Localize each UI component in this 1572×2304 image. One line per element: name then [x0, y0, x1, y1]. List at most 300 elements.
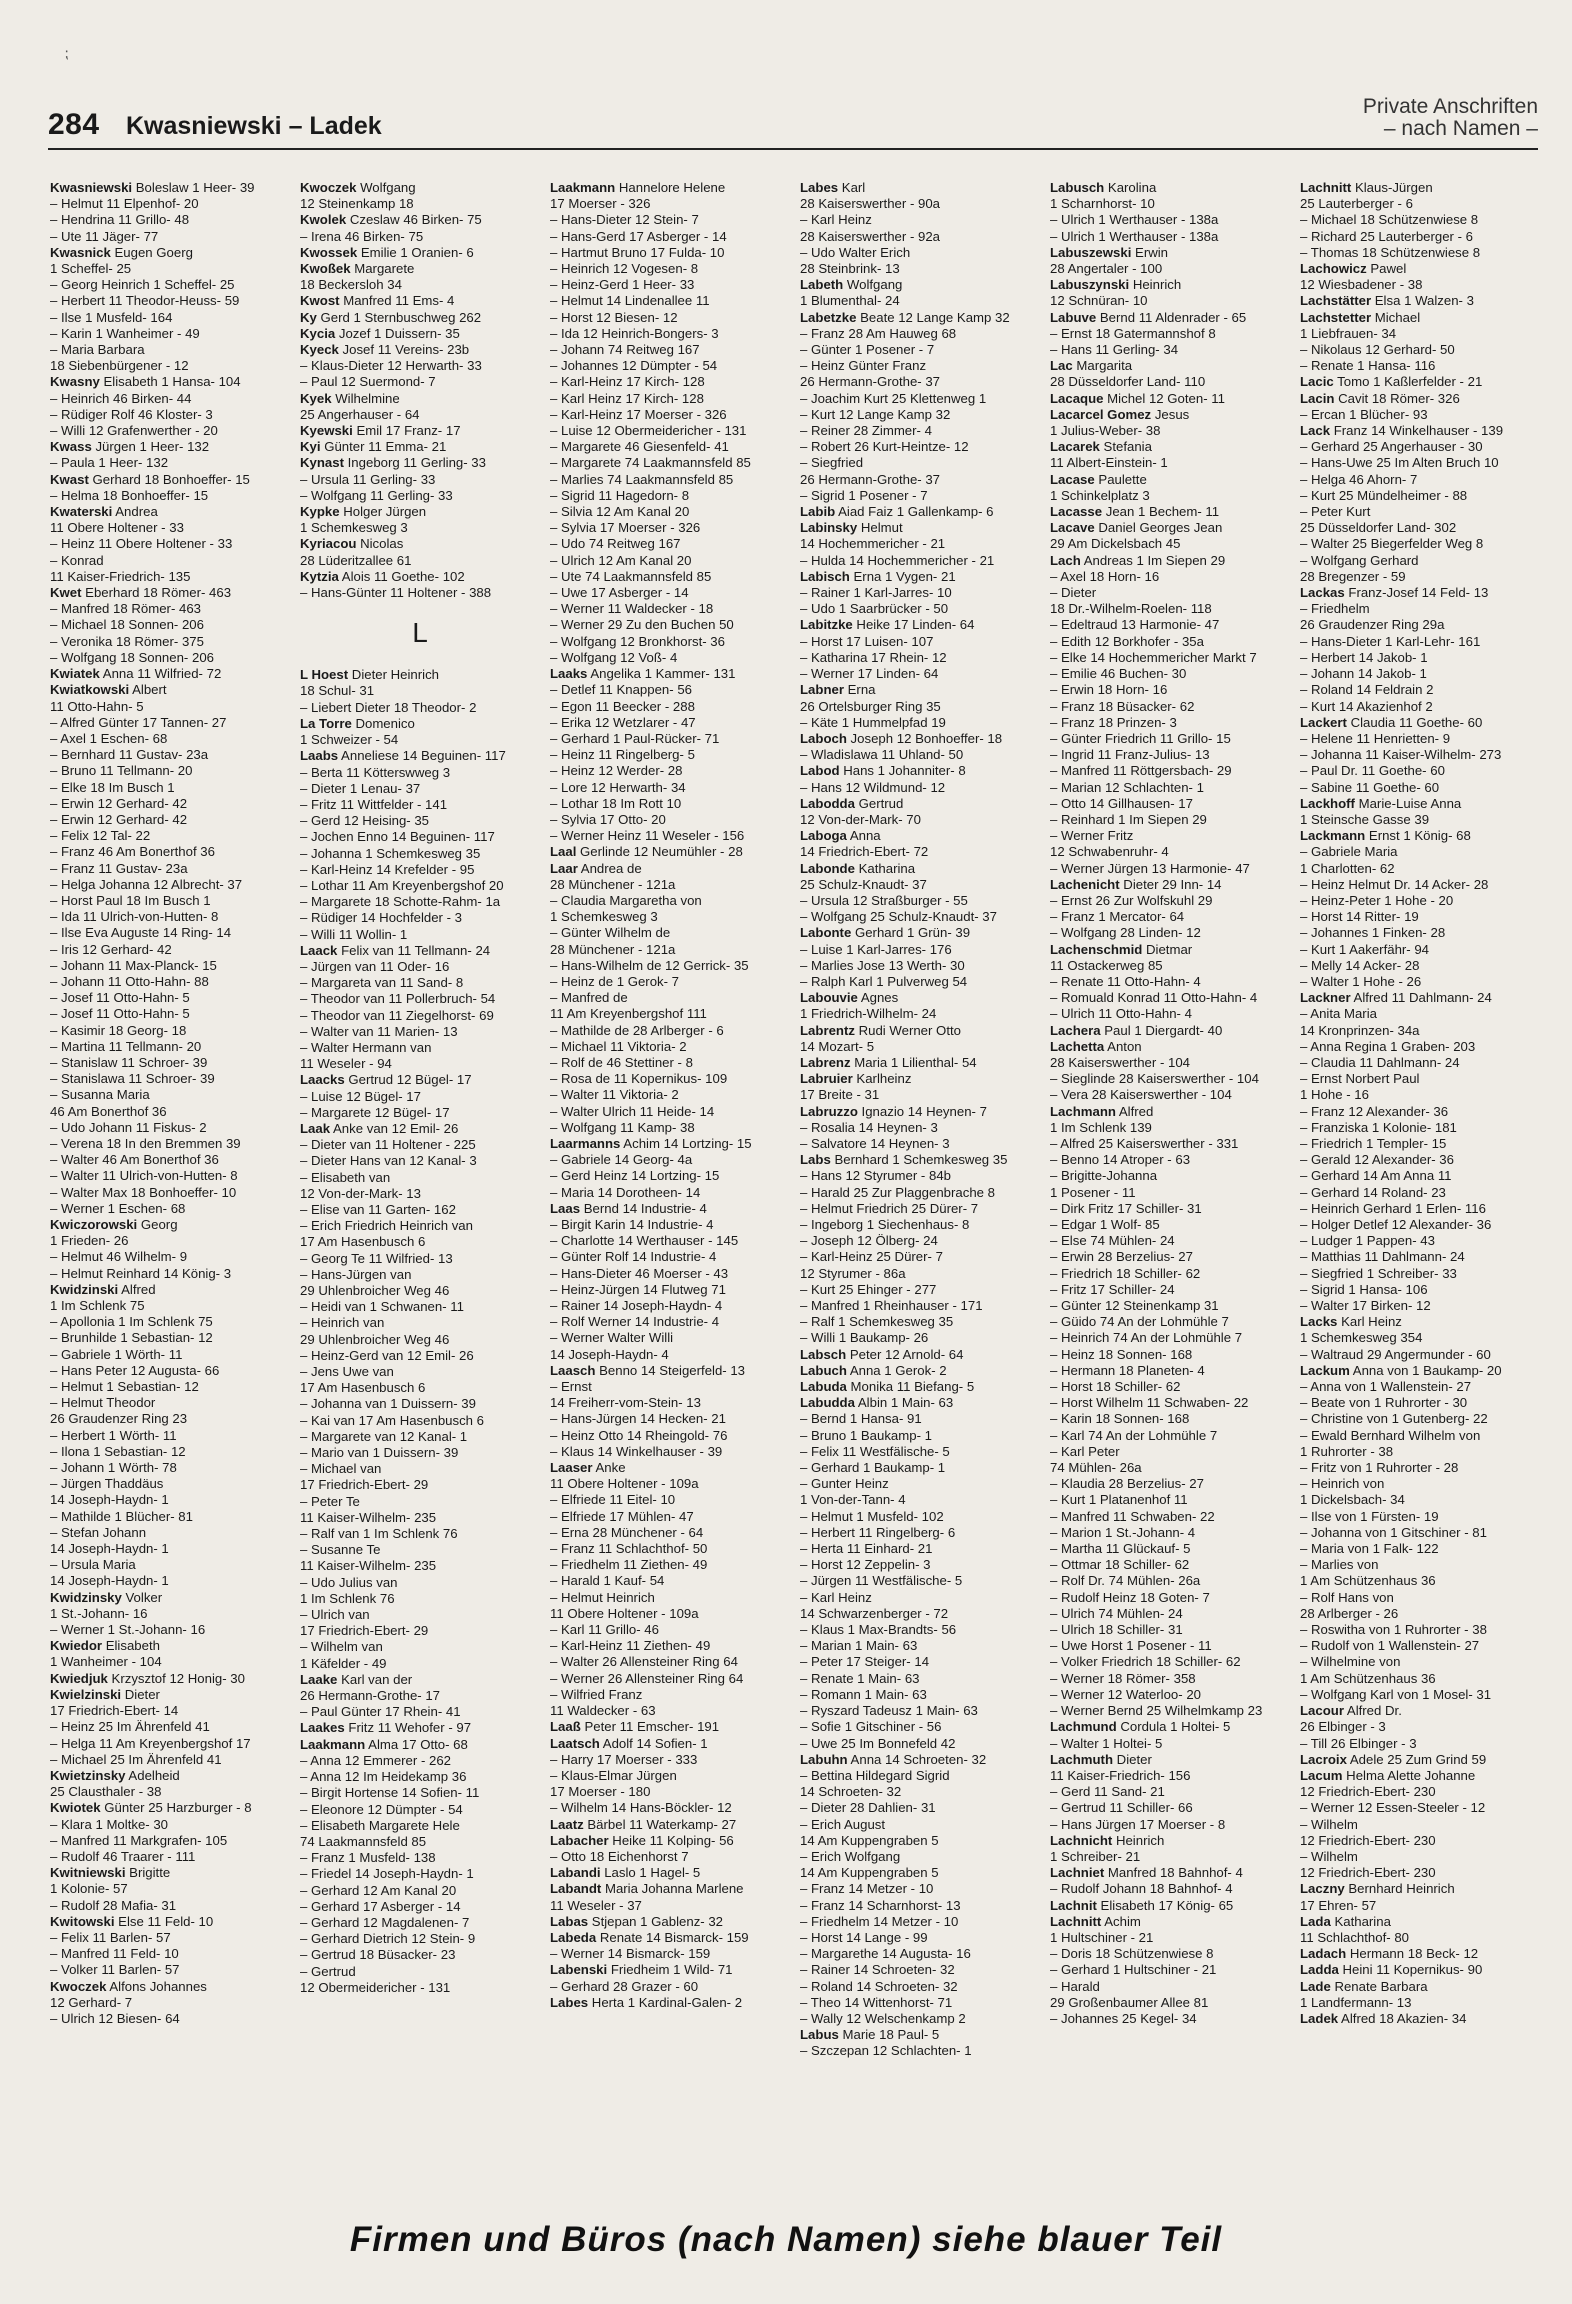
- directory-entry: – Gertrud 11 Schiller- 66: [1050, 1800, 1193, 1816]
- entry-surname: Kwasniewski: [50, 180, 133, 195]
- directory-entry: Kwast Gerhard 18 Bonhoeffer- 15: [50, 471, 250, 487]
- entry-surname: Kwiczorowski: [50, 1217, 138, 1232]
- directory-entry: – Fritz 17 Schiller- 24: [1050, 1281, 1175, 1297]
- directory-entry: – Werner 29 Zu den Buchen 50: [550, 617, 734, 633]
- directory-entry: – Johann 11 Otto-Hahn- 88: [50, 973, 209, 989]
- directory-entry: Labitzke Heike 17 Linden- 64: [800, 617, 975, 633]
- directory-entry: – Güido 74 An der Lohmühle 7: [1050, 1314, 1229, 1330]
- directory-entry: – Horst 12 Biesen- 12: [550, 309, 678, 325]
- directory-entry: – Gerd Heinz 14 Lortzing- 15: [550, 1168, 720, 1184]
- entry-surname: Laas: [550, 1200, 581, 1216]
- directory-entry: – Sylvia 17 Moerser - 326: [550, 520, 701, 536]
- directory-entry: 11 Weseler - 37: [550, 1897, 642, 1913]
- entry-surname: Lackas: [1300, 585, 1345, 601]
- directory-entry: Kwossek Emilie 1 Oranien- 6: [300, 244, 474, 260]
- directory-entry: Ladda Heini 11 Kopernikus- 90: [1300, 1962, 1483, 1978]
- directory-entry: – Margareta van 11 Sand- 8: [300, 975, 464, 991]
- directory-entry: – Theo 14 Wittenhorst- 71: [800, 1994, 953, 2010]
- directory-entry: 12 Steinenkamp 18: [300, 196, 414, 212]
- directory-entry: – Erwin 12 Gerhard- 42: [50, 811, 188, 827]
- entry-surname: Kwasnick: [50, 244, 111, 260]
- directory-entry: 1 Am Schützenhaus 36: [1300, 1573, 1436, 1589]
- entry-surname: Lacase: [1050, 471, 1095, 487]
- directory-entry: – Hans-Uwe 25 Im Alten Bruch 10: [1300, 455, 1499, 471]
- directory-entry: – Sigrid 11 Hagedorn- 8: [550, 487, 690, 503]
- directory-entry: Kwoßek Margarete: [300, 261, 415, 277]
- directory-entry: – Peter Kurt: [1300, 504, 1371, 520]
- directory-entry: Lachstetter Michael: [1300, 309, 1421, 325]
- directory-entry: Lachenicht Dieter 29 Inn- 14: [1050, 876, 1222, 892]
- directory-entry: – Renate 1 Hansa- 116: [1300, 358, 1436, 374]
- directory-entry: – Karl-Heinz 17 Moerser - 326: [550, 406, 727, 422]
- directory-entry: – Udo 1 Saarbrücker - 50: [800, 601, 949, 617]
- directory-entry: – Harald: [1050, 1978, 1100, 1994]
- directory-entry: Kyi Günter 11 Emma- 21: [300, 439, 447, 455]
- directory-entry: – Willi 12 Grafenwerther - 20: [50, 423, 218, 439]
- directory-entry: – Gerald 12 Alexander- 36: [1300, 1152, 1454, 1168]
- directory-entry: 11 Ostackerweg 85: [1050, 957, 1163, 973]
- entry-surname: Labes: [800, 180, 839, 195]
- directory-entry: – Birgit Hortense 14 Sofien- 11: [300, 1785, 480, 1801]
- entry-surname: Kwass: [50, 439, 92, 455]
- entry-surname: Lackert: [1300, 714, 1347, 730]
- directory-entry: 17 Ehren- 57: [1300, 1897, 1377, 1913]
- entry-surname: Kwitniewski: [50, 1865, 126, 1881]
- directory-entry: – Doris 18 Schützenwiese 8: [1050, 1946, 1214, 1962]
- directory-entry: – Lore 12 Herwarth- 34: [550, 779, 686, 795]
- directory-entry: – Luise 12 Obermeidericher - 131: [550, 423, 747, 439]
- directory-entry: Lack Franz 14 Winkelhauser - 139: [1300, 423, 1504, 439]
- directory-entry: Lachowicz Pawel: [1300, 261, 1407, 277]
- directory-entry: – Werner Walter Willi: [550, 1330, 674, 1346]
- directory-entry: 12 Friedrich-Ebert- 230: [1300, 1865, 1436, 1881]
- directory-entry: Kwasnick Eugen Goerg: [50, 244, 193, 260]
- entry-surname: Labuszewski: [1050, 244, 1132, 260]
- directory-entry: Laakes Fritz 11 Wehofer - 97: [300, 1720, 472, 1736]
- entry-surname: Lackmann: [1300, 828, 1366, 844]
- directory-entry: – Anita Maria: [1300, 1006, 1377, 1022]
- directory-entry: 28 Düsseldorfer Land- 110: [1050, 374, 1206, 390]
- directory-entry: – Anna 12 Emmerer - 262: [300, 1752, 452, 1768]
- directory-entry: 28 Bregenzer - 59: [1300, 568, 1406, 584]
- directory-entry: – Stanislawa 11 Schroer- 39: [50, 1071, 215, 1087]
- directory-entry: Lackmann Ernst 1 König- 68: [1300, 828, 1471, 844]
- directory-entry: Labuhn Anna 14 Schroeten- 32: [800, 1751, 987, 1767]
- directory-entry: 26 Graudenzer Ring 29a: [1300, 617, 1445, 633]
- entry-surname: Laboga: [800, 828, 847, 844]
- directory-entry: – Willi 1 Baukamp- 26: [800, 1330, 929, 1346]
- directory-entry: – Werner Jürgen 13 Harmonie- 47: [1050, 860, 1250, 876]
- directory-entry: – Paul Dr. 11 Goethe- 60: [1300, 763, 1445, 779]
- directory-entry: – Rolf de 46 Stettiner - 8: [550, 1054, 693, 1070]
- directory-entry: – Sabine 11 Goethe- 60: [1300, 779, 1440, 795]
- directory-entry: 18 Siebenbürgener - 12: [50, 358, 189, 374]
- directory-entry: 11 Obere Holtener - 109a: [550, 1605, 699, 1621]
- directory-entry: – Hans-Günter 11 Holtener - 388: [300, 585, 492, 601]
- directory-entry: Laarmanns Achim 14 Lortzing- 15: [550, 1135, 752, 1151]
- directory-entry: – Udo Walter Erich: [800, 244, 911, 260]
- directory-entry: Kwidzinski Alfred: [50, 1281, 156, 1297]
- directory-entry: – Friedhelm: [1300, 601, 1370, 617]
- directory-entry: – Uwe Horst 1 Posener - 11: [1050, 1638, 1212, 1654]
- directory-entry: Lachnicht Heinrich: [1050, 1832, 1165, 1848]
- directory-entry: – Maria 14 Dorotheen- 14: [550, 1184, 701, 1200]
- directory-column-1: [50, 180, 290, 2210]
- directory-entry: – Volker 11 Barlen- 57: [50, 1962, 180, 1978]
- directory-entry: – Gerhard Dietrich 12 Stein- 9: [300, 1931, 476, 1947]
- directory-entry: 11 Obere Holtener - 109a: [550, 1476, 699, 1492]
- directory-entry: – Karl-Heinz 14 Krefelder - 95: [300, 861, 475, 877]
- directory-entry: – Franz 18 Büsacker- 62: [1050, 698, 1195, 714]
- directory-entry: – Hans 12 Styrumer - 84b: [800, 1168, 951, 1184]
- directory-entry: – Dieter Hans van 12 Kanal- 3: [300, 1153, 477, 1169]
- directory-entry: – Axel 18 Horn- 16: [1050, 568, 1160, 584]
- directory-entry: 26 Hermann-Grothe- 37: [800, 471, 941, 487]
- directory-entry: – Michael 11 Viktoria- 2: [550, 1038, 687, 1054]
- directory-entry: – Ottmar 18 Schiller- 62: [1050, 1557, 1190, 1573]
- entry-surname: Labuch: [800, 1362, 847, 1378]
- directory-entry: – Karl 11 Grillo- 46: [550, 1622, 659, 1638]
- directory-entry: – Walter Ulrich 11 Heide- 14: [550, 1103, 715, 1119]
- directory-entry: – Werner 1 Eschen- 68: [50, 1200, 186, 1216]
- directory-entry: Laasch Benno 14 Steigerfeld- 13: [550, 1362, 746, 1378]
- directory-entry: – Sylvia 17 Otto- 20: [550, 811, 666, 827]
- directory-entry: – Berta 11 Kötterswweg 3: [300, 764, 451, 780]
- entry-surname: L Hoest: [300, 667, 349, 683]
- directory-entry: – Uwe 17 Asberger - 14: [550, 585, 689, 601]
- entry-surname: Kypke: [300, 504, 340, 520]
- directory-entry: – Georg Te 11 Wilfried- 13: [300, 1250, 453, 1266]
- directory-entry: 12 Friedrich-Ebert- 230: [1300, 1832, 1436, 1848]
- directory-entry: – Helmut Reinhard 14 König- 3: [50, 1265, 232, 1281]
- directory-entry: 1 Im Schlenk 139: [1050, 1119, 1152, 1135]
- directory-entry: – Harald 1 Kauf- 54: [550, 1573, 665, 1589]
- directory-entry: Kwiatkowski Albert: [50, 682, 167, 698]
- entry-surname: Lachmund: [1050, 1719, 1117, 1735]
- directory-entry: – Nikolaus 12 Gerhard- 50: [1300, 342, 1455, 358]
- directory-entry: – Thomas 18 Schützenwiese 8: [1300, 244, 1481, 260]
- directory-entry: 14 Hochemmericher - 21: [800, 536, 946, 552]
- entry-surname: Laack: [300, 942, 338, 958]
- directory-entry: – Helmut Friedrich 25 Dürer- 7: [800, 1200, 979, 1216]
- directory-entry: – Friedel 14 Joseph-Haydn- 1: [300, 1866, 474, 1882]
- directory-entry: – Susanne Te: [300, 1542, 381, 1558]
- entry-surname: Laal: [550, 844, 577, 860]
- directory-entry: – Dieter: [1050, 585, 1097, 601]
- directory-entry: – Benno 14 Atroper - 63: [1050, 1152, 1191, 1168]
- directory-entry: Laakmann Alma 17 Otto- 68: [300, 1736, 468, 1752]
- directory-entry: – Franz 1 Mercator- 64: [1050, 909, 1185, 925]
- entry-surname: Labodda: [800, 795, 855, 811]
- directory-entry: – Franz 14 Scharnhorst- 13: [800, 1897, 961, 1913]
- directory-entry: – Ryszard Tadeusz 1 Main- 63: [800, 1703, 978, 1719]
- directory-entry: – Manfred de: [550, 990, 628, 1006]
- entry-surname: Labes: [550, 1994, 589, 2010]
- directory-entry: – Kurt 25 Ehinger - 277: [800, 1281, 937, 1297]
- entry-surname: Labib: [800, 504, 836, 520]
- directory-entry: Laaser Anke: [550, 1460, 626, 1476]
- directory-entry: – Ulrich 1 Werthauser - 138a: [1050, 212, 1219, 228]
- entry-surname: Kwolek: [300, 212, 347, 228]
- directory-entry: – Karl-Heinz 25 Dürer- 7: [800, 1249, 943, 1265]
- directory-entry: – Ernst 18 Gatermannshof 8: [1050, 325, 1216, 341]
- directory-entry: – Joseph 12 Ölberg- 24: [800, 1233, 938, 1249]
- directory-entry: Laboga Anna: [800, 828, 881, 844]
- directory-entry: – Theodor van 11 Ziegelhorst- 69: [300, 1007, 494, 1023]
- directory-entry: – Ralph Karl 1 Pulverweg 54: [800, 973, 968, 989]
- directory-entry: – Wolfgang 12 Bronkhorst- 36: [550, 633, 725, 649]
- directory-entry: – Heidi van 1 Schwanen- 11: [300, 1299, 464, 1315]
- entry-surname: Laake: [300, 1671, 338, 1687]
- directory-entry: Kyewski Emil 17 Franz- 17: [300, 423, 461, 439]
- directory-entry: – Erna 28 Münchener - 64: [550, 1524, 704, 1540]
- directory-entry: – Franz 11 Gustav- 23a: [50, 860, 188, 876]
- entry-surname: Laaser: [550, 1460, 593, 1476]
- directory-entry: – Horst 14 Ritter- 19: [1300, 909, 1419, 925]
- directory-entry: – Else 74 Mühlen- 24: [1050, 1233, 1175, 1249]
- directory-entry: – Karl Heinz: [800, 212, 872, 228]
- directory-entry: – Hans-Dieter 46 Moerser - 43: [550, 1265, 729, 1281]
- directory-entry: – Stefan Johann: [50, 1524, 147, 1540]
- directory-entry: – Werner 12 Essen-Steeler - 12: [1300, 1800, 1486, 1816]
- directory-entry: – Franz 1 Musfeld- 138: [300, 1850, 436, 1866]
- directory-entry: – Herbert 11 Theodor-Heuss- 59: [50, 293, 240, 309]
- directory-entry: Labinsky Helmut: [800, 520, 903, 536]
- directory-entry: – Margarete van 12 Kanal- 1: [300, 1428, 468, 1444]
- directory-entry: – Rolf Dr. 74 Mühlen- 26a: [1050, 1573, 1201, 1589]
- section-label-line-1: Private Anschriften: [1362, 95, 1538, 118]
- directory-entry: Kwiedjuk Krzysztof 12 Honig- 30: [50, 1670, 245, 1686]
- directory-entry: – Felix 12 Tal- 22: [50, 828, 151, 844]
- directory-entry: Lacasse Jean 1 Bechem- 11: [1050, 504, 1220, 520]
- directory-entry: – Helmut Heinrich: [550, 1589, 655, 1605]
- directory-entry: – Johann 14 Jakob- 1: [1300, 666, 1427, 682]
- directory-entry: – Walter 17 Birken- 12: [1300, 1298, 1431, 1314]
- directory-entry: Labisch Erna 1 Vygen- 21: [800, 568, 956, 584]
- directory-entry: 14 Schroeten- 32: [800, 1784, 902, 1800]
- directory-entry: Lachnitt Achim: [1050, 1913, 1141, 1929]
- directory-entry: – Ercan 1 Blücher- 93: [1300, 406, 1428, 422]
- directory-entry: – Willi 11 Wollin- 1: [300, 926, 408, 942]
- directory-entry: Lach Andreas 1 Im Siepen 29: [1050, 552, 1226, 568]
- directory-entry: Labetzke Beate 12 Lange Kamp 32: [800, 309, 1010, 325]
- entry-surname: Lacum: [1300, 1767, 1343, 1783]
- entry-surname: Lachetta: [1050, 1038, 1105, 1054]
- directory-entry: – Johannes 12 Dümpter - 54: [550, 358, 718, 374]
- directory-entry: – Marlies von: [1300, 1557, 1379, 1573]
- directory-entry: – Manfred 11 Markgrafen- 105: [50, 1832, 228, 1848]
- directory-entry: Lackhoff Marie-Luise Anna: [1300, 795, 1462, 811]
- directory-entry: Lacin Cavit 18 Römer- 326: [1300, 390, 1460, 406]
- directory-entry: – Gerhard 28 Grazer - 60: [550, 1978, 699, 1994]
- entry-surname: Kwiatkowski: [50, 682, 130, 698]
- directory-entry: 14 Joseph-Haydn- 1: [50, 1573, 169, 1589]
- directory-entry: – Bettina Hildegard Sigrid: [800, 1767, 950, 1783]
- entry-surname: Lach: [1050, 552, 1081, 568]
- directory-entry: – Günter 1 Posener - 7: [800, 342, 935, 358]
- directory-entry: 26 Elbinger - 3: [1300, 1719, 1386, 1735]
- entry-surname: Kwidzinsky: [50, 1589, 122, 1605]
- entry-surname: Labrenz: [800, 1054, 851, 1070]
- directory-entry: – Ursula 11 Gerling- 33: [300, 471, 436, 487]
- directory-entry: – Helga 11 Am Kreyenbergshof 17: [50, 1735, 251, 1751]
- directory-entry: Laaks Angelika 1 Kammer- 131: [550, 666, 736, 682]
- page-header: [48, 88, 1538, 148]
- directory-entry: – Ulrich 1 Werthauser - 138a: [1050, 228, 1219, 244]
- entry-surname: Labsch: [800, 1346, 847, 1362]
- entry-surname: Lachnitt: [1300, 180, 1352, 195]
- directory-entry: – Reiner 28 Zimmer- 4: [800, 423, 932, 439]
- directory-entry: Lackner Alfred 11 Dahlmann- 24: [1300, 990, 1492, 1006]
- entry-surname: Kwiedor: [50, 1638, 103, 1654]
- directory-entry: – Rainer 14 Schroeten- 32: [800, 1962, 955, 1978]
- directory-entry: – Horst 12 Zeppelin- 3: [800, 1557, 931, 1573]
- directory-entry: – Karl 74 An der Lohmühle 7: [1050, 1427, 1218, 1443]
- directory-entry: – Helene 11 Henrietten- 9: [1300, 730, 1451, 746]
- directory-entry: – Sigrid 1 Posener - 7: [800, 487, 928, 503]
- directory-entry: 26 Hermann-Grothe- 17: [300, 1688, 441, 1704]
- directory-entry: – Heinz Helmut Dr. 14 Acker- 28: [1300, 876, 1489, 892]
- directory-column-2: [300, 180, 540, 2210]
- directory-entry: – Salvatore 14 Heynen- 3: [800, 1135, 950, 1151]
- entry-surname: Labeth: [800, 277, 844, 293]
- directory-entry: – Joachim Kurt 25 Klettenweg 1: [800, 390, 987, 406]
- directory-entry: 1 Kolonie- 57: [50, 1881, 128, 1897]
- directory-entry: Labeda Renate 14 Bismarck- 159: [550, 1929, 749, 1945]
- directory-entry: 1 Hohe - 16: [1300, 1087, 1369, 1103]
- entry-surname: Lachmuth: [1050, 1751, 1114, 1767]
- directory-entry: – Werner 1 St.-Johann- 16: [50, 1622, 206, 1638]
- directory-entry: – Anna 12 Im Heidekamp 36: [300, 1769, 467, 1785]
- directory-entry: 12 Obermeidericher - 131: [300, 1979, 451, 1995]
- directory-entry: – Rüdiger Rolf 46 Kloster- 3: [50, 406, 213, 422]
- directory-entry: Laatsch Adolf 14 Sofien- 1: [550, 1735, 708, 1751]
- directory-entry: 1 Wanheimer - 104: [50, 1654, 162, 1670]
- directory-entry: – Günter Friedrich 11 Grillo- 15: [1050, 730, 1231, 746]
- entry-surname: Kwoßek: [300, 261, 351, 277]
- directory-entry: 28 Münchener - 121a: [550, 941, 676, 957]
- directory-entry: – Veronika 18 Römer- 375: [50, 633, 204, 649]
- directory-entry: – Heinrich 74 An der Lohmühle 7: [1050, 1330, 1243, 1346]
- entry-surname: Kynast: [300, 455, 344, 471]
- directory-entry: – Gerhard 17 Asberger - 14: [300, 1898, 461, 1914]
- entry-surname: Kwost: [300, 293, 340, 309]
- directory-entry: Ky Gerd 1 Sternbuschweg 262: [300, 309, 482, 325]
- directory-entry: Lade Renate Barbara: [1300, 1978, 1428, 1994]
- directory-entry: Laboch Joseph 12 Bonhoeffer- 18: [800, 730, 1003, 746]
- directory-entry: 74 Mühlen- 26a: [1050, 1460, 1142, 1476]
- directory-entry: – Gertrud 18 Büsacker- 23: [300, 1947, 456, 1963]
- directory-entry: Lac Margarita: [1050, 358, 1133, 374]
- directory-entry: 26 Ortelsburger Ring 35: [800, 698, 941, 714]
- directory-entry: – Walter 25 Biegerfelder Weg 8: [1300, 536, 1484, 552]
- directory-entry: – Heinz-Gerd 1 Heer- 33: [550, 277, 695, 293]
- directory-entry: – Otto 14 Gillhausen- 17: [1050, 795, 1193, 811]
- directory-entry: – Mario van 1 Duissern- 39: [300, 1445, 459, 1461]
- directory-entry: – Klaus 14 Winkelhauser - 39: [550, 1443, 723, 1459]
- directory-entry: Laczny Bernhard Heinrich: [1300, 1881, 1455, 1897]
- directory-entry: 1 Schemkesweg 3: [550, 909, 658, 925]
- directory-entry: – Romuald Konrad 11 Otto-Hahn- 4: [1050, 990, 1258, 1006]
- directory-entry: – Roswitha von 1 Ruhrorter - 38: [1300, 1622, 1487, 1638]
- directory-entry: 1 Friedrich-Wilhelm- 24: [800, 1006, 937, 1022]
- directory-entry: – Ewald Bernhard Wilhelm von: [1300, 1427, 1481, 1443]
- directory-entry: – Ludger 1 Pappen- 43: [1300, 1233, 1435, 1249]
- entry-surname: Laakes: [300, 1720, 345, 1736]
- directory-entry: Lachmuth Dieter: [1050, 1751, 1152, 1767]
- entry-surname: Labrentz: [800, 1022, 855, 1038]
- entry-surname: Labonde: [800, 860, 855, 876]
- directory-entry: Lacic Tomo 1 Kaßlerfelder - 21: [1300, 374, 1483, 390]
- directory-entry: 14 Mozart- 5: [800, 1038, 875, 1054]
- directory-entry: – Robert 26 Kurt-Heintze- 12: [800, 439, 969, 455]
- directory-entry: 18 Schul- 31: [300, 683, 375, 699]
- directory-entry: – Walter 1 Hohe - 26: [1300, 973, 1422, 989]
- directory-entry: – Wladislawa 11 Uhland- 50: [800, 747, 964, 763]
- directory-entry: – Luise 12 Bügel- 17: [300, 1088, 421, 1104]
- directory-entry: – Helga 46 Ahorn- 7: [1300, 471, 1418, 487]
- directory-entry: 17 Am Hasenbusch 6: [300, 1380, 426, 1396]
- directory-entry: 18 Dr.-Wilhelm-Roelen- 118: [1050, 601, 1212, 617]
- directory-entry: – Heinz 18 Sonnen- 168: [1050, 1346, 1193, 1362]
- directory-entry: – Heinz-Jürgen 14 Flutweg 71: [550, 1281, 726, 1297]
- directory-entry: – Dirk Fritz 17 Schiller- 31: [1050, 1200, 1202, 1216]
- directory-entry: – Peter 17 Steiger- 14: [800, 1654, 930, 1670]
- entry-surname: Lachstätter: [1300, 293, 1372, 309]
- directory-entry: 17 Am Hasenbusch 6: [300, 1234, 426, 1250]
- directory-entry: – Gerhard 12 Am Kanal 20: [300, 1882, 457, 1898]
- directory-entry: – Ute 74 Laakmannsfeld 85: [550, 568, 712, 584]
- directory-entry: 1 Julius-Weber- 38: [1050, 423, 1161, 439]
- directory-entry: – Rudolf von 1 Wallenstein- 27: [1300, 1638, 1480, 1654]
- directory-entry: Labs Bernhard 1 Schemkesweg 35: [800, 1152, 1008, 1168]
- directory-entry: – Günter Wilhelm de: [550, 925, 671, 941]
- entry-surname: Lack: [1300, 423, 1331, 439]
- entry-surname: Lacaque: [1050, 390, 1104, 406]
- entry-surname: Labacher: [550, 1832, 609, 1848]
- entry-surname: Lacks: [1300, 1314, 1338, 1330]
- directory-entry: Labrenz Maria 1 Lilienthal- 54: [800, 1054, 977, 1070]
- directory-entry: – Axel 1 Eschen- 68: [50, 730, 168, 746]
- entry-surname: Laak: [300, 1120, 331, 1136]
- directory-entry: 12 Friedrich-Ebert- 230: [1300, 1784, 1436, 1800]
- directory-entry: – Elke 14 Hochemmericher Markt 7: [1050, 649, 1257, 665]
- entry-surname: Lacarek: [1050, 439, 1100, 455]
- directory-entry: – Werner Fritz: [1050, 828, 1134, 844]
- directory-entry: – Wolfgang 18 Sonnen- 206: [50, 649, 214, 665]
- directory-entry: 17 Friedrich-Ebert- 29: [300, 1477, 429, 1493]
- entry-surname: Lacasse: [1050, 504, 1103, 520]
- directory-entry: Kytzia Alois 11 Goethe- 102: [300, 568, 465, 584]
- entry-surname: Kwast: [50, 471, 89, 487]
- directory-entry: – Manfred 11 Feld- 10: [50, 1946, 179, 1962]
- directory-entry: – Ida 12 Heinrich-Bongers- 3: [550, 325, 719, 341]
- directory-entry: – Heinz 11 Ringelberg- 5: [550, 747, 695, 763]
- directory-entry: Kypke Holger Jürgen: [300, 504, 427, 520]
- directory-entry: – Anna Regina 1 Graben- 203: [1300, 1038, 1476, 1054]
- directory-entry: – Johann 1 Wörth- 78: [50, 1460, 177, 1476]
- directory-entry: – Melly 14 Acker- 28: [1300, 957, 1420, 973]
- directory-entry: Labodda Gertrud: [800, 795, 904, 811]
- directory-entry: – Werner 18 Römer- 358: [1050, 1670, 1196, 1686]
- directory-entry: – Manfred 18 Römer- 463: [50, 601, 201, 617]
- directory-entry: Kwiedor Elisabeth: [50, 1638, 160, 1654]
- directory-entry: 12 Wiesbadener - 38: [1300, 277, 1423, 293]
- directory-entry: – Sigrid 1 Hansa- 106: [1300, 1281, 1428, 1297]
- directory-entry: 11 Otto-Hahn- 5: [50, 698, 144, 714]
- entry-surname: Labudda: [800, 1395, 855, 1411]
- entry-surname: Lachstetter: [1300, 309, 1372, 325]
